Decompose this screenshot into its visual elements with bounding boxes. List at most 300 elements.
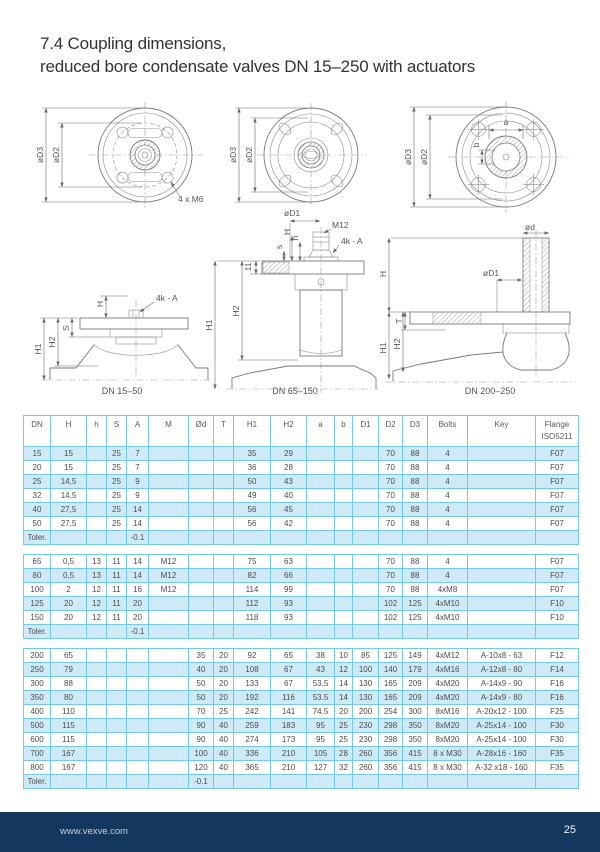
table-cell: 14	[127, 555, 149, 569]
table-row-300	[24, 677, 579, 691]
table-cell	[353, 625, 379, 639]
table-cell	[149, 663, 189, 677]
table-cell	[271, 775, 307, 789]
table-cell	[189, 569, 214, 583]
table-cell: 350	[24, 691, 51, 705]
table-cell	[468, 583, 536, 597]
column-header: A	[127, 416, 149, 447]
table-cell	[335, 503, 353, 517]
table-cell: F07	[536, 461, 579, 475]
page-number: 25	[563, 824, 576, 836]
table-cell: 15	[51, 447, 87, 461]
table-cell	[335, 583, 353, 597]
table-cell: 4xM12	[428, 649, 468, 663]
table-cell: F07	[536, 569, 579, 583]
dim-label-d1: øD1	[284, 208, 301, 218]
table-cell: 32	[335, 761, 353, 775]
table-cell	[189, 625, 214, 639]
table-cell	[234, 531, 271, 545]
dim-label-d3: øD3	[403, 148, 413, 166]
table-row-500	[24, 719, 579, 733]
table-cell: 14	[127, 569, 149, 583]
table-cell: 100	[353, 663, 379, 677]
table-cell: 167	[51, 747, 87, 761]
table-row-65	[24, 555, 579, 569]
table-cell: 25	[107, 447, 127, 461]
table-cell	[353, 597, 379, 611]
table-cell	[127, 649, 149, 663]
table-cell: 100	[24, 583, 51, 597]
table-cell: 4xM20	[428, 677, 468, 691]
dim-label-d2: øD2	[244, 146, 254, 164]
table-cell: 4xM20	[428, 691, 468, 705]
table-row-15	[24, 447, 579, 461]
table-cell: Toler.	[24, 531, 51, 545]
dim-label-d2: øD2	[51, 146, 61, 164]
table-cell	[468, 569, 536, 583]
column-header: H2	[271, 416, 307, 447]
footer-website-url: www.vexve.com	[60, 826, 129, 837]
table-cell: F30	[536, 719, 579, 733]
table-cell: 25	[107, 489, 127, 503]
table-cell: F30	[536, 733, 579, 747]
table-cell	[214, 475, 234, 489]
table-cell: 50	[189, 677, 214, 691]
table-cell	[149, 761, 189, 775]
table-cell	[379, 531, 403, 545]
column-header: h	[87, 416, 107, 447]
table-cell	[149, 775, 189, 789]
caption-dn200-250: DN 200–250	[464, 386, 516, 396]
table-cell: 11	[107, 569, 127, 583]
table-cell: 25	[107, 461, 127, 475]
table-cell: 108	[234, 663, 271, 677]
table-cell: 56	[234, 517, 271, 531]
table-cell: 365	[234, 761, 271, 775]
bolt-count-label: 4 x M6	[178, 194, 204, 204]
table-cell	[335, 531, 353, 545]
page-title-line2: reduced bore condensate valves DN 15–250 with actuators	[40, 57, 476, 76]
table-row-125	[24, 597, 579, 611]
table-cell: 65	[51, 649, 87, 663]
table-cell: 90	[189, 719, 214, 733]
table-cell: 88	[403, 489, 428, 503]
column-header: DN	[24, 416, 51, 447]
table-row-150	[24, 611, 579, 625]
table-cell: 4	[428, 461, 468, 475]
table-cell: 8 x M30	[428, 761, 468, 775]
table-cell	[51, 625, 87, 639]
table-cell: 8xM16	[428, 705, 468, 719]
table-cell	[536, 625, 579, 639]
table-cell: 4	[428, 489, 468, 503]
table-cell	[149, 625, 189, 639]
dim-label-s: s	[274, 244, 284, 250]
table-cell: A-10x8 - 63	[468, 649, 536, 663]
table-cell	[107, 663, 127, 677]
table-row-100	[24, 583, 579, 597]
table-cell: 7	[127, 461, 149, 475]
drawing-side-dn65-150	[200, 203, 380, 403]
table-cell: 88	[51, 677, 87, 691]
table-cell	[149, 677, 189, 691]
table-cell: 82	[234, 569, 271, 583]
table-cell	[307, 447, 335, 461]
table-cell	[87, 649, 107, 663]
table-cell: 20	[51, 597, 87, 611]
table-cell: 209	[403, 677, 428, 691]
table-cell: 53.5	[307, 691, 335, 705]
table-cell: A-14x9 - 80	[468, 691, 536, 705]
table-cell: 8xM20	[428, 733, 468, 747]
dim-label-h2: H2	[231, 305, 241, 317]
dimension-table-block-2	[23, 554, 579, 639]
table-cell	[214, 569, 234, 583]
table-cell: 336	[234, 747, 271, 761]
table-cell: 4xM16	[428, 663, 468, 677]
table-cell	[51, 531, 87, 545]
table-cell	[468, 503, 536, 517]
table-cell	[51, 775, 87, 789]
table-cell: 66	[271, 569, 307, 583]
table-cell	[127, 663, 149, 677]
table-cell: 11	[107, 583, 127, 597]
table-cell: 12	[335, 663, 353, 677]
table-cell: 20	[127, 597, 149, 611]
table-cell	[149, 611, 189, 625]
table-cell	[189, 611, 214, 625]
table-cell: 112	[234, 597, 271, 611]
table-cell: 40	[214, 733, 234, 747]
table-cell: A-14x9 - 90	[468, 677, 536, 691]
table-cell: 67	[271, 663, 307, 677]
table-cell: 20	[51, 611, 87, 625]
table-cell	[107, 747, 127, 761]
table-cell	[307, 461, 335, 475]
table-cell: 12	[87, 597, 107, 611]
drawing-flange-face-small	[30, 95, 225, 215]
table-cell: 80	[24, 569, 51, 583]
table-cell: F16	[536, 691, 579, 705]
table-cell: 259	[234, 719, 271, 733]
table-row-350	[24, 691, 579, 705]
table-cell: 4	[428, 555, 468, 569]
dim-label-d1: øD1	[483, 268, 500, 278]
table-cell	[468, 611, 536, 625]
table-cell: F16	[536, 677, 579, 691]
table-cell: 70	[189, 705, 214, 719]
column-header: D2	[379, 416, 403, 447]
page-title-line1: 7.4 Coupling dimensions,	[40, 34, 227, 53]
table-cell	[214, 555, 234, 569]
table-cell: 600	[24, 733, 51, 747]
table-cell: F07	[536, 555, 579, 569]
table-cell: 75	[234, 555, 271, 569]
table-cell: 40	[214, 747, 234, 761]
table-cell	[468, 625, 536, 639]
table-cell: 230	[353, 733, 379, 747]
table-cell: 800	[24, 761, 51, 775]
column-header: Flange ISO5211	[536, 416, 579, 447]
table-row-toler	[24, 625, 579, 639]
table-cell: 141	[271, 705, 307, 719]
table-cell: 15	[51, 461, 87, 475]
table-cell: 93	[271, 611, 307, 625]
column-header: Key	[468, 416, 536, 447]
table-cell: F10	[536, 611, 579, 625]
table-cell	[87, 625, 107, 639]
table-cell: 99	[271, 583, 307, 597]
table-cell: F07	[536, 503, 579, 517]
table-cell: 27,5	[51, 503, 87, 517]
table-cell: 116	[271, 691, 307, 705]
table-cell: 14,5	[51, 489, 87, 503]
table-cell	[307, 625, 335, 639]
table-cell: 12	[87, 583, 107, 597]
table-cell	[87, 775, 107, 789]
table-cell: 70	[379, 555, 403, 569]
table-cell: 20	[214, 663, 234, 677]
table-cell	[353, 555, 379, 569]
table-cell: 50	[234, 475, 271, 489]
table-cell: 25	[107, 475, 127, 489]
dimension-table-block-3	[23, 648, 579, 789]
table-cell	[335, 517, 353, 531]
table-cell	[214, 517, 234, 531]
table-cell: 9	[127, 475, 149, 489]
table-cell: Toler.	[24, 775, 51, 789]
table-cell	[428, 531, 468, 545]
table-cell: 38	[307, 649, 335, 663]
table-cell	[335, 475, 353, 489]
table-cell	[335, 447, 353, 461]
table-cell	[353, 569, 379, 583]
table-cell	[353, 489, 379, 503]
table-cell	[468, 447, 536, 461]
table-cell	[468, 597, 536, 611]
table-cell	[428, 775, 468, 789]
table-cell: 65	[271, 649, 307, 663]
table-cell	[149, 531, 189, 545]
table-cell	[87, 663, 107, 677]
table-cell: 102	[379, 611, 403, 625]
table-cell	[353, 583, 379, 597]
dim-label-d3: øD3	[228, 146, 238, 164]
column-header: b	[335, 416, 353, 447]
table-cell: F35	[536, 761, 579, 775]
table-cell: 14,5	[51, 475, 87, 489]
table-cell: 11	[107, 597, 127, 611]
column-header: H1	[234, 416, 271, 447]
table-row-80	[24, 569, 579, 583]
table-cell	[87, 531, 107, 545]
table-cell: 32	[24, 489, 51, 503]
table-cell: 4	[428, 447, 468, 461]
dim-label-a: a	[503, 117, 509, 127]
table-cell: 40	[189, 663, 214, 677]
table-row-25	[24, 475, 579, 489]
table-cell	[189, 597, 214, 611]
table-cell: 260	[353, 761, 379, 775]
table-cell	[307, 517, 335, 531]
table-cell: M12	[149, 583, 189, 597]
table-cell	[87, 677, 107, 691]
table-cell	[189, 583, 214, 597]
dim-label-h: H	[95, 300, 105, 308]
caption-dn65-150: DN 65–150	[272, 386, 318, 396]
dimension-tables-region	[23, 415, 578, 798]
column-header: H	[51, 416, 87, 447]
table-cell: 210	[271, 761, 307, 775]
table-cell: F35	[536, 747, 579, 761]
table-cell	[87, 503, 107, 517]
table-cell	[127, 747, 149, 761]
table-cell	[214, 611, 234, 625]
table-cell: 14	[127, 517, 149, 531]
drawing-flange-face-mid	[225, 95, 375, 215]
table-cell: 173	[271, 733, 307, 747]
table-cell	[353, 531, 379, 545]
table-cell	[107, 719, 127, 733]
table-cell	[468, 517, 536, 531]
table-cell: 20	[214, 677, 234, 691]
table-cell: 90	[189, 733, 214, 747]
table-cell: 4	[428, 569, 468, 583]
table-cell: 35	[189, 649, 214, 663]
table-cell	[353, 447, 379, 461]
table-cell: 28	[335, 747, 353, 761]
table-cell	[149, 461, 189, 475]
column-header: D3	[403, 416, 428, 447]
table-cell: 50	[24, 517, 51, 531]
table-cell	[468, 531, 536, 545]
table-cell: F07	[536, 517, 579, 531]
table-cell: 11	[107, 555, 127, 569]
table-cell: 100	[189, 747, 214, 761]
table-cell: 67	[271, 677, 307, 691]
table-cell	[127, 719, 149, 733]
table-cell: 230	[353, 719, 379, 733]
table-cell	[379, 625, 403, 639]
table-cell: A-20x12 - 100	[468, 705, 536, 719]
table-cell	[214, 625, 234, 639]
table-cell: 120	[189, 761, 214, 775]
table-cell	[149, 517, 189, 531]
table-cell: 167	[51, 761, 87, 775]
table-cell: 8 x M30	[428, 747, 468, 761]
table-cell: 2	[51, 583, 87, 597]
column-header: Ød	[189, 416, 214, 447]
table-cell	[468, 775, 536, 789]
table-cell: 118	[234, 611, 271, 625]
table-cell	[189, 447, 214, 461]
table-cell	[214, 775, 234, 789]
table-cell: F07	[536, 583, 579, 597]
table-cell	[468, 555, 536, 569]
table-cell: 65	[24, 555, 51, 569]
table-cell: 88	[403, 517, 428, 531]
table-cell: 350	[403, 719, 428, 733]
table-cell: 79	[51, 663, 87, 677]
table-cell	[107, 649, 127, 663]
drawing-flange-face-large	[400, 95, 580, 215]
table-cell	[403, 775, 428, 789]
table-cell: 63	[271, 555, 307, 569]
table-cell	[335, 775, 353, 789]
table-row-200	[24, 649, 579, 663]
table-cell	[87, 747, 107, 761]
table-cell	[214, 489, 234, 503]
table-cell: 115	[51, 733, 87, 747]
dim-label-h1: H1	[33, 343, 43, 355]
table-cell: 25	[214, 705, 234, 719]
table-cell: 110	[51, 705, 87, 719]
table-cell: 29	[271, 447, 307, 461]
table-cell	[107, 677, 127, 691]
table-cell: 4xM8	[428, 583, 468, 597]
table-row-32	[24, 489, 579, 503]
table-cell: 254	[379, 705, 403, 719]
table-cell: 43	[307, 663, 335, 677]
table-cell: 95	[307, 733, 335, 747]
table-cell: 28	[271, 461, 307, 475]
table-cell	[307, 489, 335, 503]
table-cell	[189, 517, 214, 531]
table-cell	[335, 489, 353, 503]
table-row-toler	[24, 775, 579, 789]
table-cell: 70	[379, 475, 403, 489]
table-cell	[214, 531, 234, 545]
table-cell	[307, 503, 335, 517]
table-cell: 80	[51, 691, 87, 705]
table-row-20	[24, 461, 579, 475]
dim-label-s: S	[61, 325, 71, 331]
table-cell: 95	[307, 719, 335, 733]
table-cell: 179	[403, 663, 428, 677]
table-cell: 74.5	[307, 705, 335, 719]
table-cell	[307, 583, 335, 597]
dim-label-h1: H1	[204, 319, 214, 331]
table-cell	[214, 503, 234, 517]
table-cell	[271, 625, 307, 639]
dim-label-d3: øD3	[35, 146, 45, 164]
table-cell	[234, 775, 271, 789]
table-cell	[87, 447, 107, 461]
table-cell: 300	[403, 705, 428, 719]
key-label: 4k - A	[156, 293, 178, 303]
table-cell: 20	[214, 691, 234, 705]
table-cell: 125	[403, 597, 428, 611]
table-cell	[307, 569, 335, 583]
column-header: D1	[353, 416, 379, 447]
table-cell	[335, 461, 353, 475]
table-cell	[335, 625, 353, 639]
table-cell: 125	[379, 649, 403, 663]
table-cell: 9	[127, 489, 149, 503]
table-cell	[403, 531, 428, 545]
table-cell: 25	[107, 517, 127, 531]
table-cell	[468, 461, 536, 475]
table-cell: 70	[379, 583, 403, 597]
table-row-400	[24, 705, 579, 719]
table-cell	[468, 489, 536, 503]
table-cell	[87, 461, 107, 475]
table-cell	[353, 475, 379, 489]
table-cell: 114	[234, 583, 271, 597]
table-cell: A-25x14 - 100	[468, 719, 536, 733]
table-cell	[536, 531, 579, 545]
table-cell	[149, 691, 189, 705]
